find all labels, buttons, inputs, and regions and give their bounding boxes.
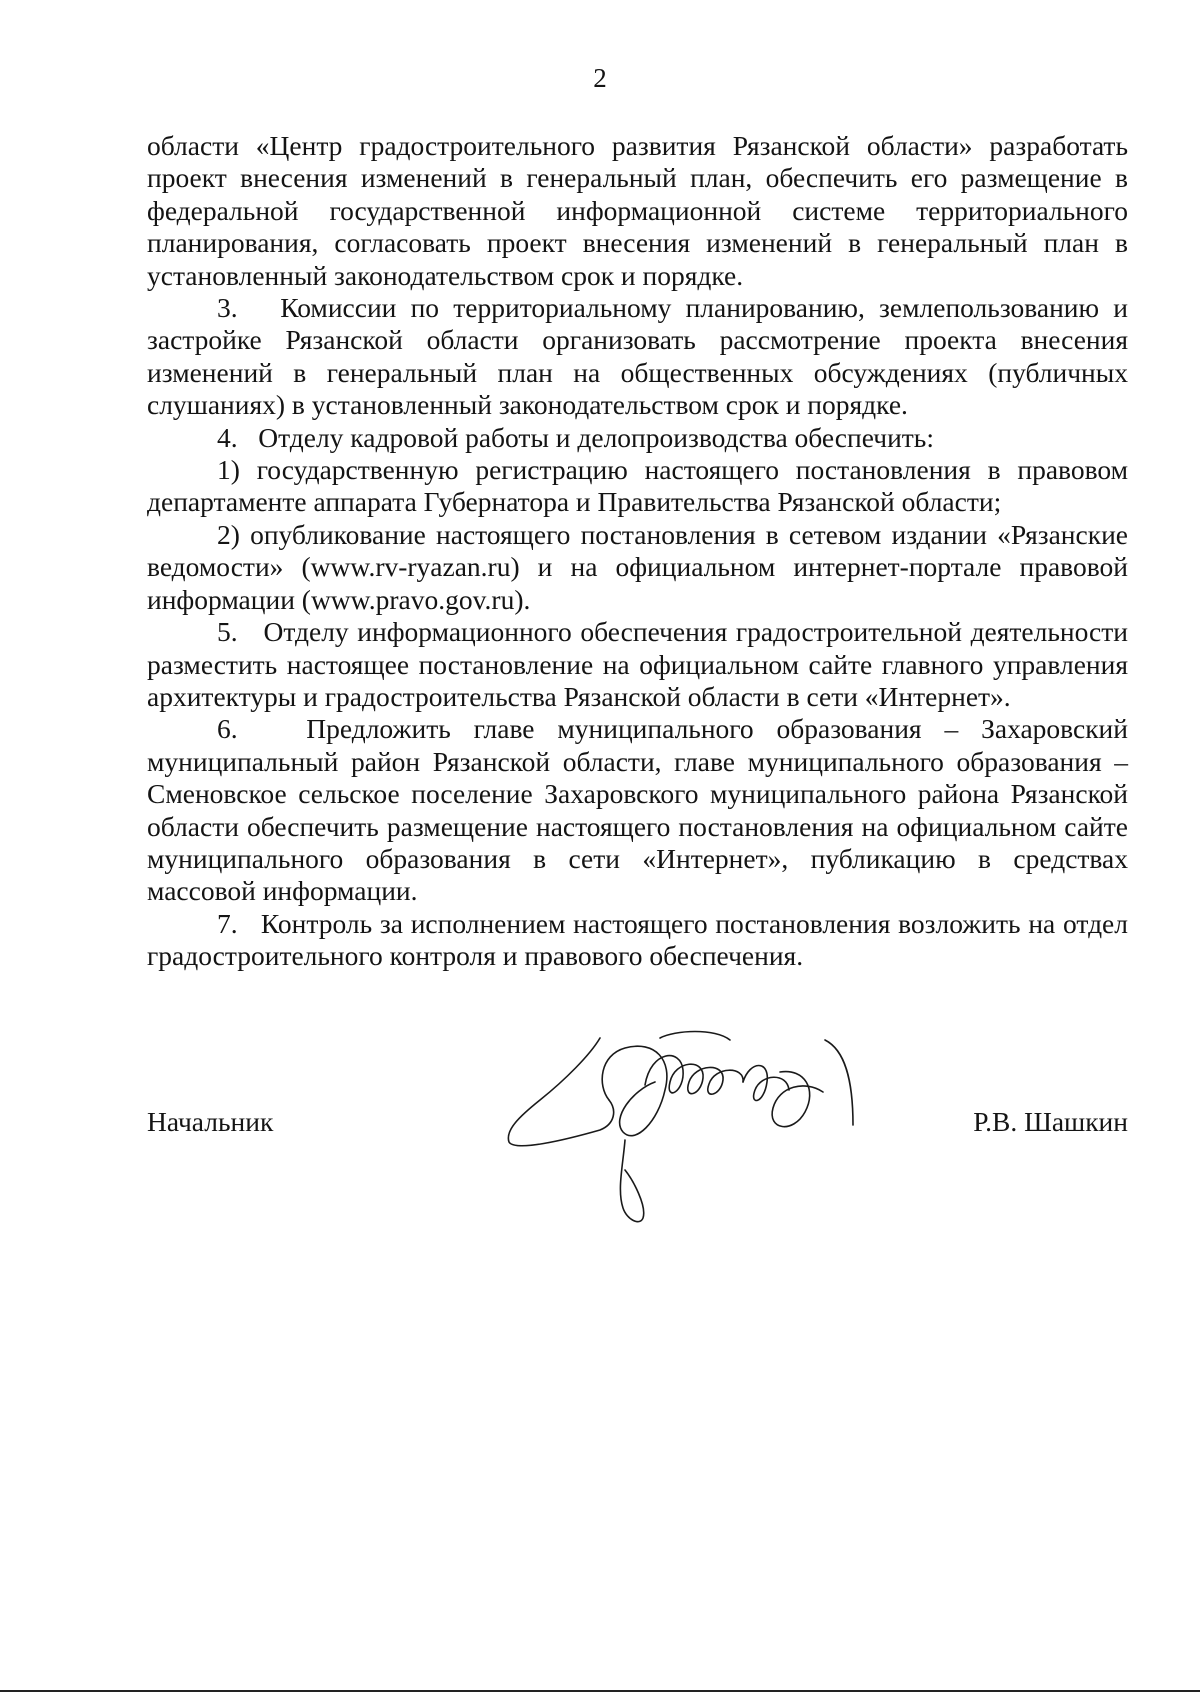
signer-title: Начальник (147, 1106, 274, 1137)
paragraph-item-4-2: 2) опубликование настоящего постановления в сетевом издании «Рязанские ведомости» (www.rv-ryazan.ru) и на официальном интернет-портале правовой информации (www.pravo.gov.ru). (147, 518, 1128, 615)
paragraph-continuation: области «Центр градостроительного развития Рязанской области» разработать проект внесения изменений в генеральный план, обеспечить его размещение в федеральной государственной информационной системе территориального планирования, согласовать проект внесения изменений в генеральный план в установленный законодательством срок и порядке. (147, 130, 1128, 291)
document-body (147, 130, 1128, 973)
paragraph-item-4-1: 1) государственную регистрацию настоящего постановления в правовом департаменте аппарата Губернатора и Правительства Рязанской области; (147, 454, 1128, 518)
paragraph-item-7: 7. Контроль за исполнением настоящего постановления возложить на отдел градостроительного контроля и правового обеспечения. (147, 907, 1128, 972)
paragraph-item-5: 5. Отделу информационного обеспечения градостроительной деятельности разместить настоящее постановление на официальном сайте главного управления архитектуры и градостроительства Рязанской области в сети «Интернет». (147, 616, 1128, 712)
handwritten-signature (505, 1030, 920, 1230)
page-number: 2 (593, 63, 607, 93)
paragraph-item-4: 4. Отделу кадровой работы и делопроизводства обеспечить: (217, 421, 934, 453)
paragraph-item-3: 3. Комиссии по территориальному планированию, землепользованию и застройке Рязанской области организовать рассмотрение проекта внесения изменений в генеральный план на общественных обсуждениях (публичных слушаниях) в установленный законодательством срок и порядке. (147, 292, 1128, 421)
bottom-rule (0, 1690, 1200, 1692)
signer-name: Р.В. Шашкин (973, 1106, 1128, 1137)
paragraph-item-6: 6. Предложить главе муниципального образования – Захаровский муниципальный район Рязанской области, главе муниципального образования – Сменовское сельское поселение Захаровского муниципального района Рязанской области обеспечить размещение настоящего постановления на официальном сайте муниципального образования в сети «Интернет», публикацию в средствах массовой информации. (147, 713, 1128, 907)
